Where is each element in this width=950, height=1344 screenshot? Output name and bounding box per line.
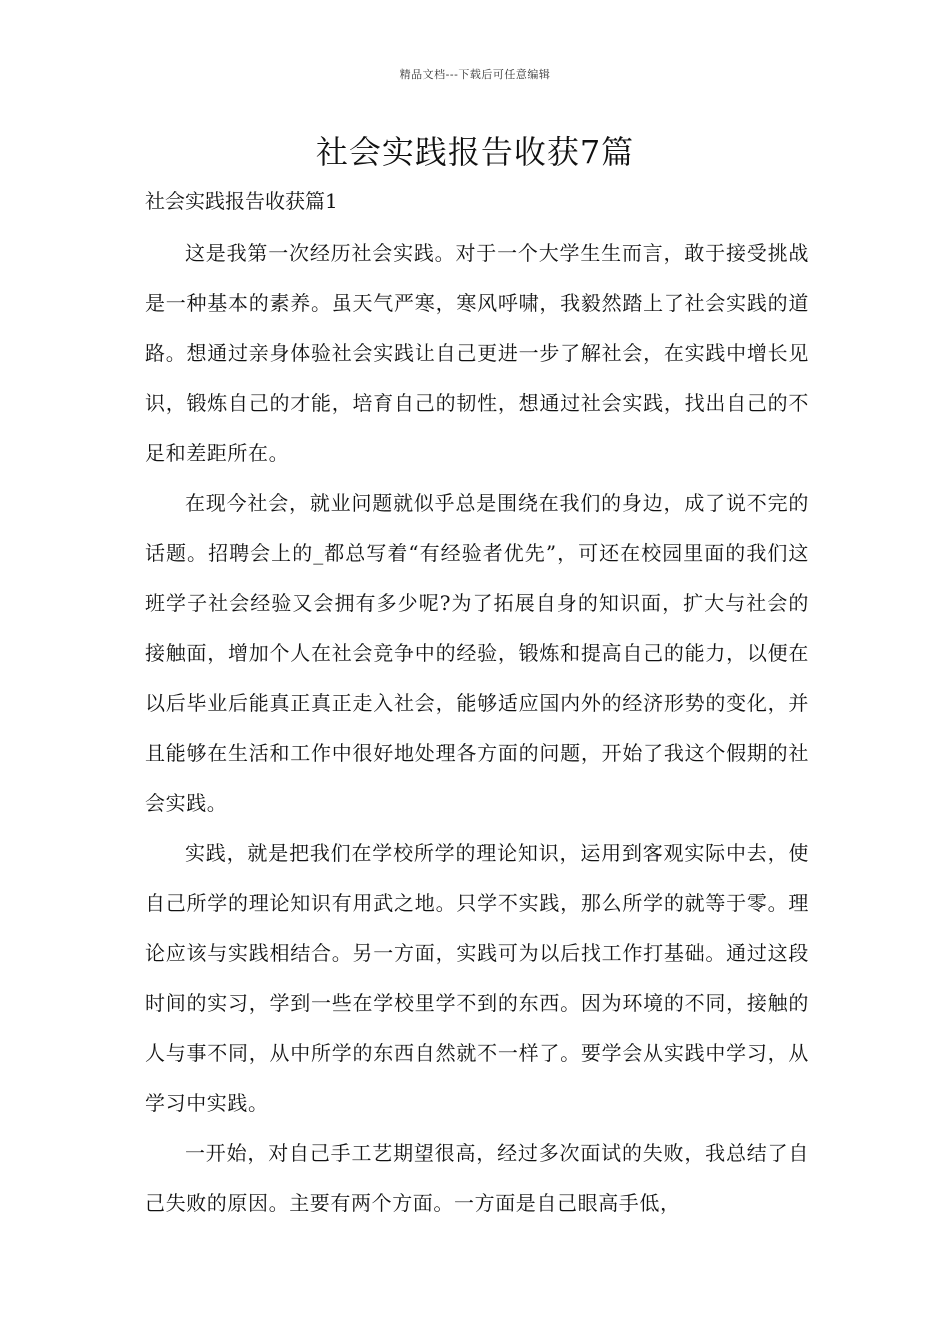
paragraph-3: 实践，就是把我们在学校所学的理论知识，运用到客观实际中去，使自己所学的理论知识有用武之地。只学不实践，那么所学的就等于零。理论应该与实践相结合。另一方面，实践可为以后找工作打基础。通过这段时间的实习，学到一些在学校里学不到的东西。因为环境的不同，接触的人与事不同，从中所学的东西自然就不一样了。要学会从实践中学习，从学习中实践。 — [145, 841, 809, 1115]
section-heading: 社会实践报告收获篇1 — [145, 189, 338, 213]
paragraph-1: 这是我第一次经历社会实践。对于一个大学生生而言，敢于接受挑战是一种基本的素养。虽天气严寒，寒风呼啸，我毅然踏上了社会实践的道路。想通过亲身体验社会实践让自己更进一步了解社会，在实践中增长见识，锻炼自己的才能，培育自己的韧性，想通过社会实践，找出自己的不足和差距所在。 — [145, 241, 809, 465]
header-note: 精品文档---下载后可任意编辑 — [399, 68, 551, 81]
paragraph-4: 一开始，对自己手工艺期望很高，经过多次面试的失败，我总结了自己失败的原因。主要有两个方面。一方面是自己眼高手低， — [145, 1141, 809, 1215]
paragraph-2: 在现今社会，就业问题就似乎总是围绕在我们的身边，成了说不完的话题。招聘会上的_都总写着“有经验者优先”，可还在校园里面的我们这班学子社会经验又会拥有多少呢?为了拓展自身的知识面，扩大与社会的接触面，增加个人在社会竞争中的经验，锻炼和提高自己的能力，以便在以后毕业后能真正真正走入社会，能够适应国内外的经济形势的变化，并且能够在生活和工作中很好地处理各方面的问题，开始了我这个假期的社会实践。 — [145, 491, 809, 815]
document-title: 社会实践报告收获7篇 — [315, 133, 635, 171]
body-text — [145, 228, 809, 1228]
